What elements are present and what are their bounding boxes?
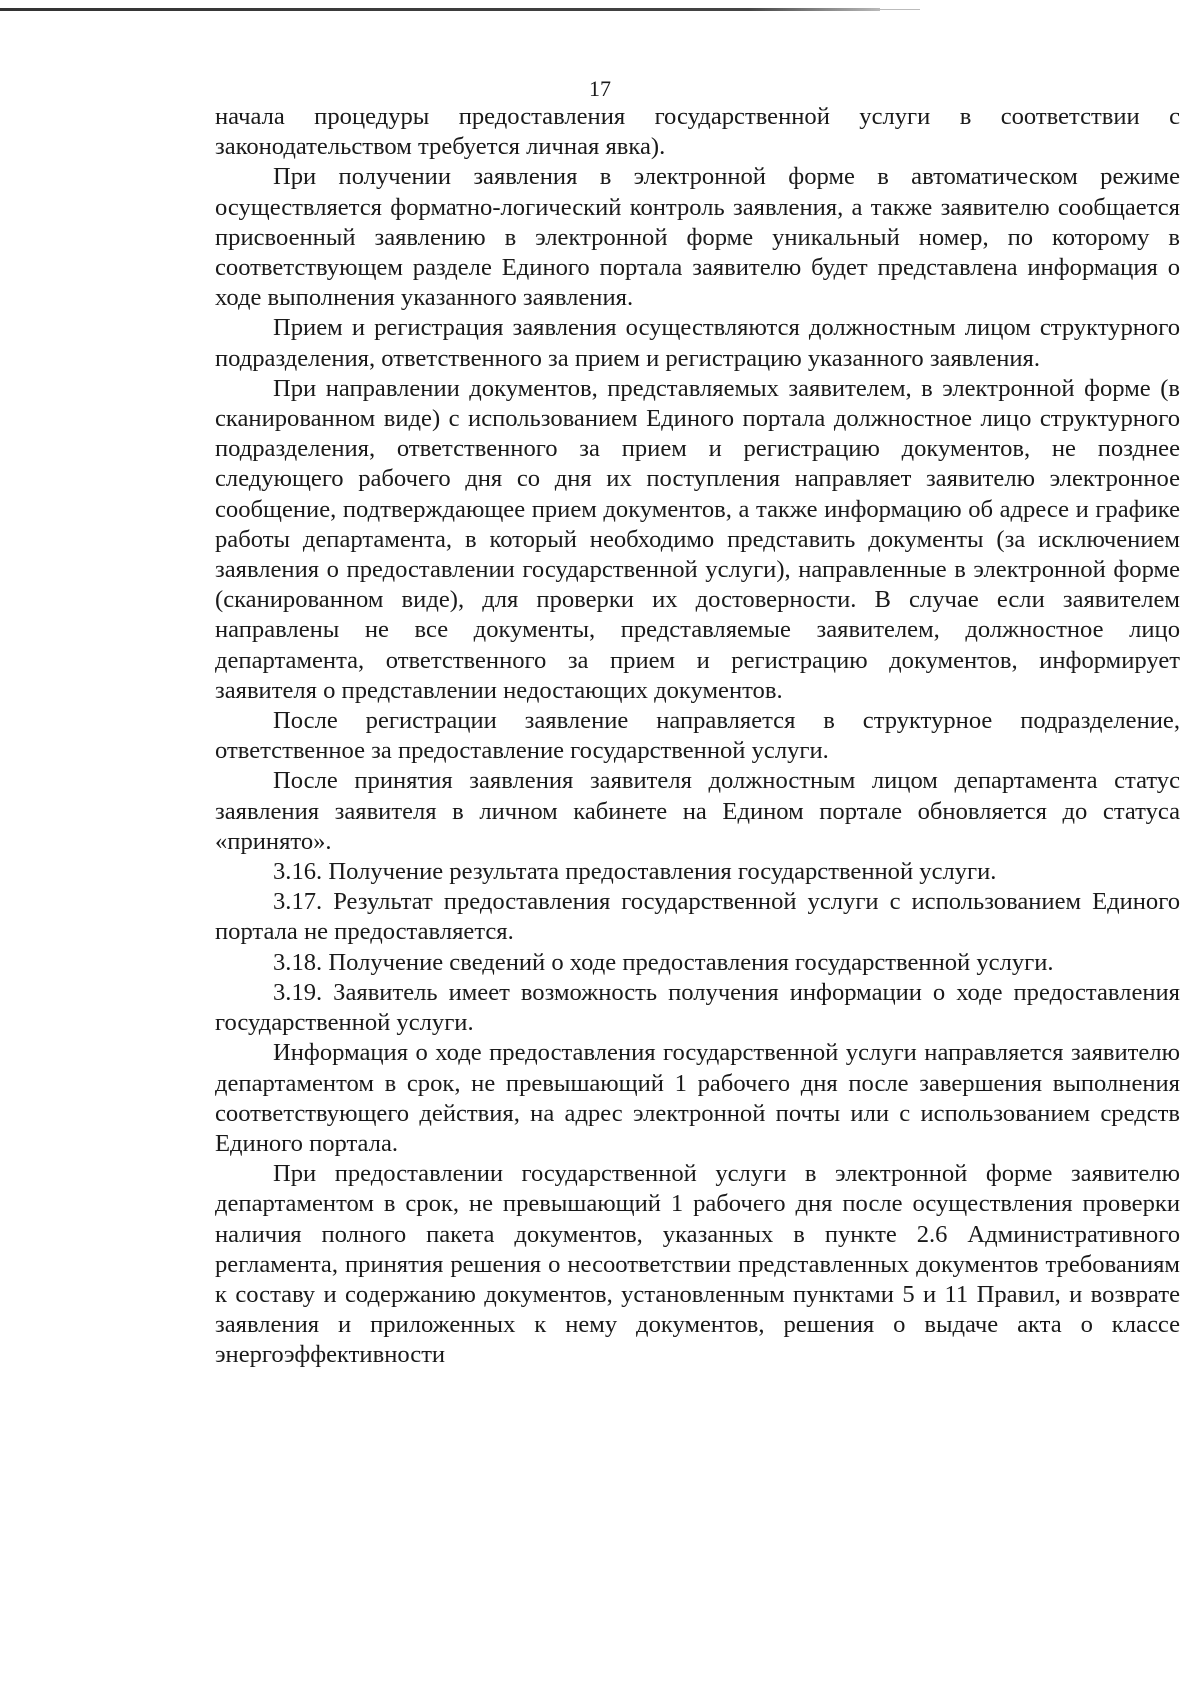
paragraph-documents-electronic: При направлении документов, представляемых заявителем, в электронной форме (в сканированном виде) с использованием Единого портала должностное лицо структурного подразделения, ответственного за прием и регистрацию документов, не позднее следующего рабочего дня со дня их поступления направляет заявителю электронное сообщение, подтверждающее прием документов, а также информацию об адресе и графике работы департамента, в который необходимо представить документы (за исключением заявления о предоставлении государственной услуги), направленные в электронной форме (сканированном виде), для проверки их достоверности. В случае если заявителем направлены не все документы, представляемые заявителем, должностное лицо департамента, ответственного за прием и регистрацию документов, информирует заявителя о представлении недостающих документов. [215,374,1180,704]
paragraph-reception-registration: Прием и регистрация заявления осуществляются должностным лицом структурного подразделения, ответственного за прием и регистрацию указанного заявления. [215,314,1180,372]
scan-top-rule [0,8,880,11]
document-body [215,102,1180,1371]
paragraph-electronic-application: При получении заявления в электронной форме в автоматическом режиме осуществляется форматно-логический контроль заявления, а также заявителю сообщается присвоенный заявлению в электронной форме уникальный номер, по которому в соответствующем разделе Единого портала заявителю будет представлена информация о ходе выполнения указанного заявления. [215,163,1180,312]
section-3-18: 3.18. Получение сведений о ходе предоставления государственной услуги. [273,948,1054,976]
paragraph-electronic-provision: При предоставлении государственной услуги в электронной форме заявителю департаментом в срок, не превышающий 1 рабочего дня после осуществления проверки наличия полного пакета документов, указанных в пункте 2.6 Административного регламента, принятия решения о несоответствии представленных документов требованиям к составу и содержанию документов, установленным пунктами 5 и 11 Правил, и возврате заявления и приложенных к нему документов, решения о выдаче акта о классе энергоэффективности [215,1160,1180,1369]
scan-top-rule-tail [880,9,920,10]
paragraph-after-registration: После регистрации заявление направляется в структурное подразделение, ответственное за предоставление государственной услуги. [215,707,1180,765]
section-3-19: 3.19. Заявитель имеет возможность получения информации о ходе предоставления государственной услуги. [215,978,1180,1037]
paragraph-progress-info: Информация о ходе предоставления государственной услуги направляется заявителю департаментом в срок, не превышающий 1 рабочего дня после завершения выполнения соответствующего действия, на адрес электронной почты или с использованием средств Единого портала. [215,1039,1180,1157]
paragraph-status-update: После принятия заявления заявителя должностным лицом департамента статус заявления заявителя в личном кабинете на Едином портале обновляется до статуса «принято». [215,767,1180,855]
page-number: 17 [589,76,611,101]
section-3-16: 3.16. Получение результата предоставления государственной услуги. [273,858,997,886]
section-3-17: 3.17. Результат предоставления государственной услуги с использованием Единого портала не предоставляется. [215,888,1180,946]
paragraph-continuation: начала процедуры предоставления государственной услуги в соответствии с законодательством требуется личная явка). [215,103,1180,161]
